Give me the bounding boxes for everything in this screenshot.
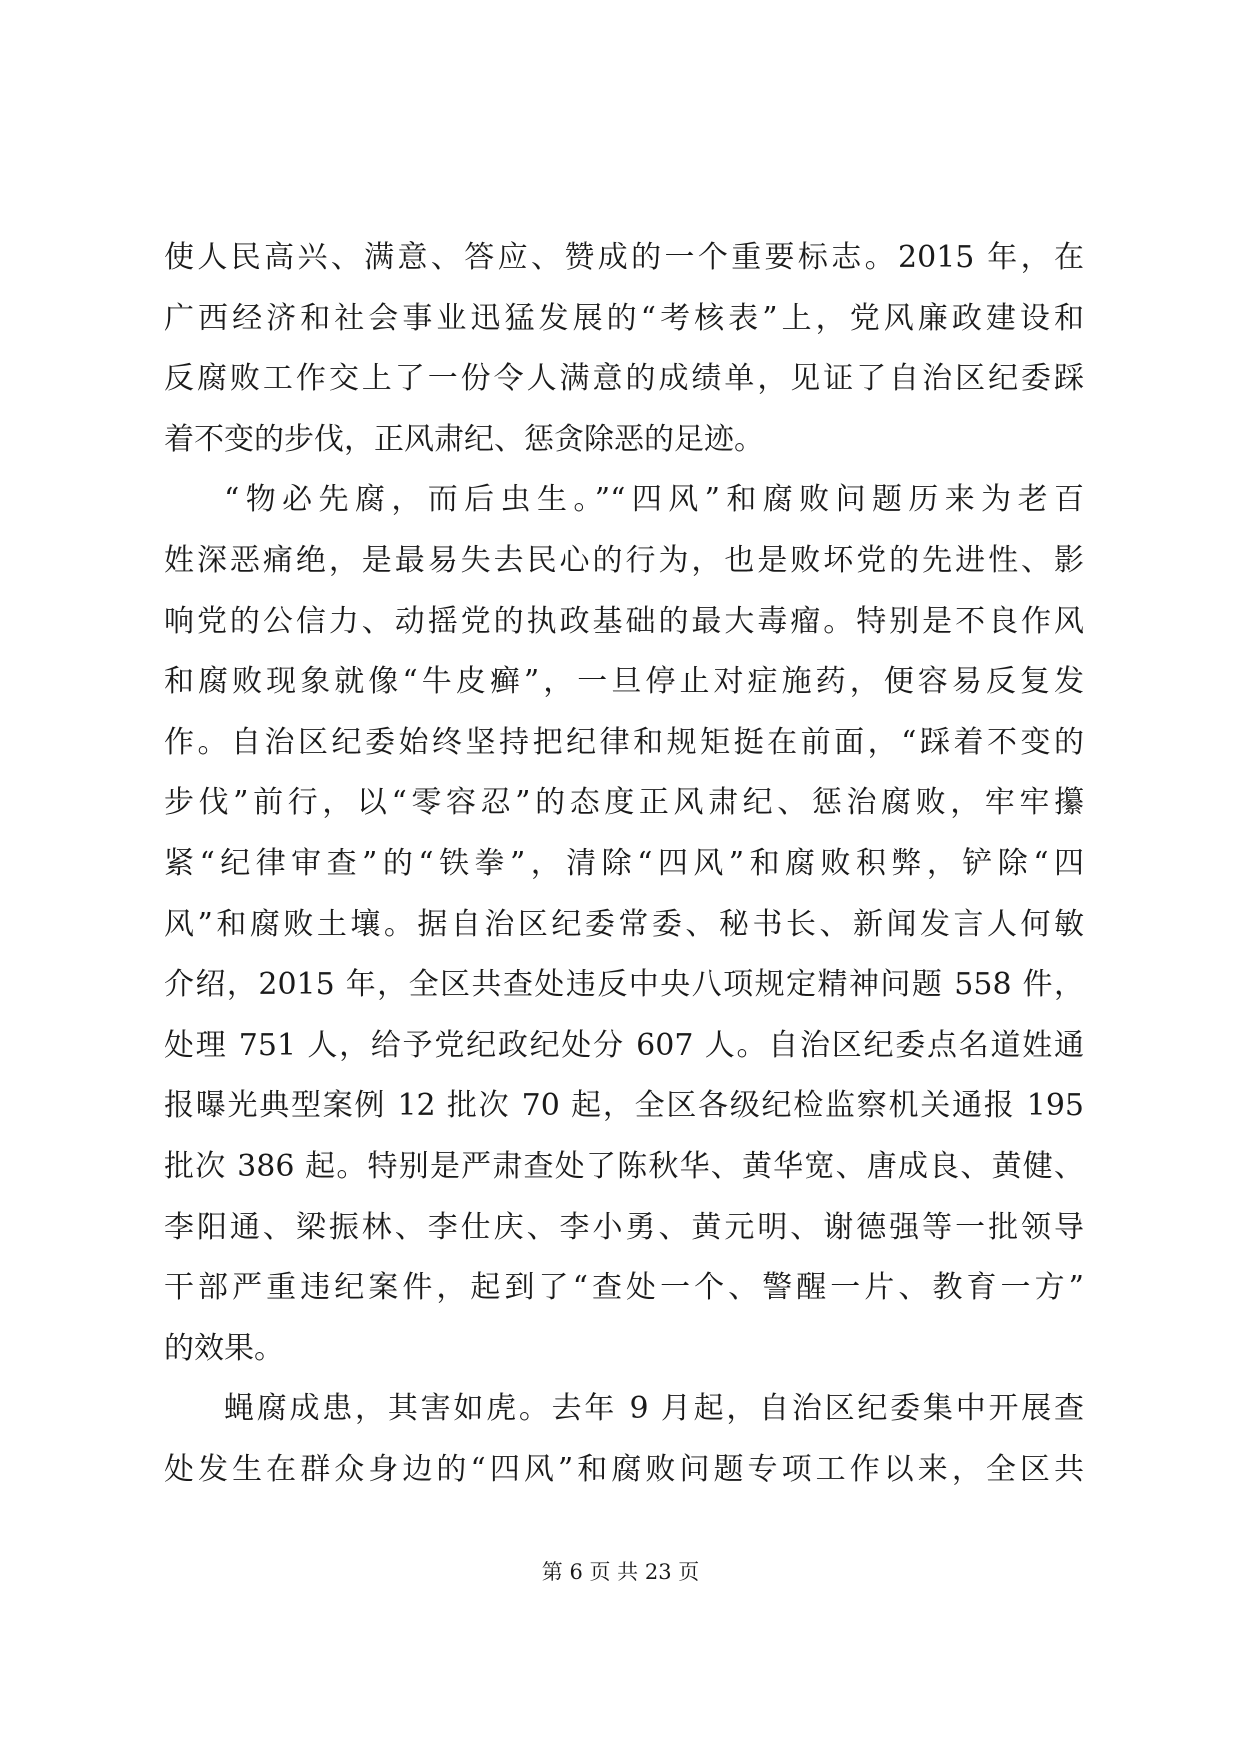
text-line: 干部严重违纪案件，起到了“查处一个、警醒一片、教育一方”: [164, 1270, 1084, 1306]
text-line: 介绍，2015 年，全区共查处违反中央八项规定精神问题 558 件，: [164, 967, 1084, 1003]
text-line: 使人民高兴、满意、答应、赞成的一个重要标志。2015 年，在: [164, 240, 1084, 275]
text-line: 反腐败工作交上了一份令人满意的成绩单，见证了自治区纪委踩: [164, 361, 1084, 397]
text-line: 风”和腐败土壤。据自治区纪委常委、秘书长、新闻发言人何敏: [164, 906, 1084, 942]
text-line: 和腐败现象就像“牛皮癣”，一旦停止对症施药，便容易反复发: [164, 664, 1084, 700]
page-footer: 第 6 页 共 23 页: [541, 1560, 700, 1584]
text-line: 的效果。: [164, 1330, 284, 1366]
text-line: “物必先腐，而后虫生。”“四风”和腐败问题历来为老百: [224, 482, 1084, 518]
text-line: 蝇腐成患，其害如虎。去年 9 月起，自治区纪委集中开展查: [224, 1391, 1084, 1427]
text-line: 处理 751 人，给予党纪政纪处分 607 人。自治区纪委点名道姓通: [164, 1027, 1084, 1063]
text-line: 批次 386 起。特别是严肃查处了陈秋华、黄华宽、唐成良、黄健、: [164, 1148, 1084, 1184]
text-line: 紧“纪律审查”的“铁拳”，清除“四风”和腐败积弊，铲除“四: [164, 845, 1084, 881]
text-line: 广西经济和社会事业迅猛发展的“考核表”上，党风廉政建设和: [164, 300, 1084, 336]
text-line: 处发生在群众身边的“四风”和腐败问题专项工作以来，全区共: [164, 1451, 1084, 1487]
text-line: 姓深恶痛绝，是最易失去民心的行为，也是败坏党的先进性、影: [164, 542, 1084, 578]
text-line: 步伐”前行，以“零容忍”的态度正风肃纪、惩治腐败，牢牢攥: [164, 785, 1084, 821]
text-line: 作。自治区纪委始终坚持把纪律和规矩挺在前面，“踩着不变的: [164, 724, 1084, 760]
text-line: 响党的公信力、动摇党的执政基础的最大毒瘤。特别是不良作风: [164, 603, 1084, 639]
body-text: [164, 228, 1084, 1500]
text-line: 报曝光典型案例 12 批次 70 起，全区各级纪检监察机关通报 195: [164, 1088, 1084, 1124]
text-line: 李阳通、梁振林、李仕庆、李小勇、黄元明、谢德强等一批领导: [164, 1209, 1084, 1245]
text-line: 着不变的步伐，正风肃纪、惩贪除恶的足迹。: [164, 421, 764, 457]
